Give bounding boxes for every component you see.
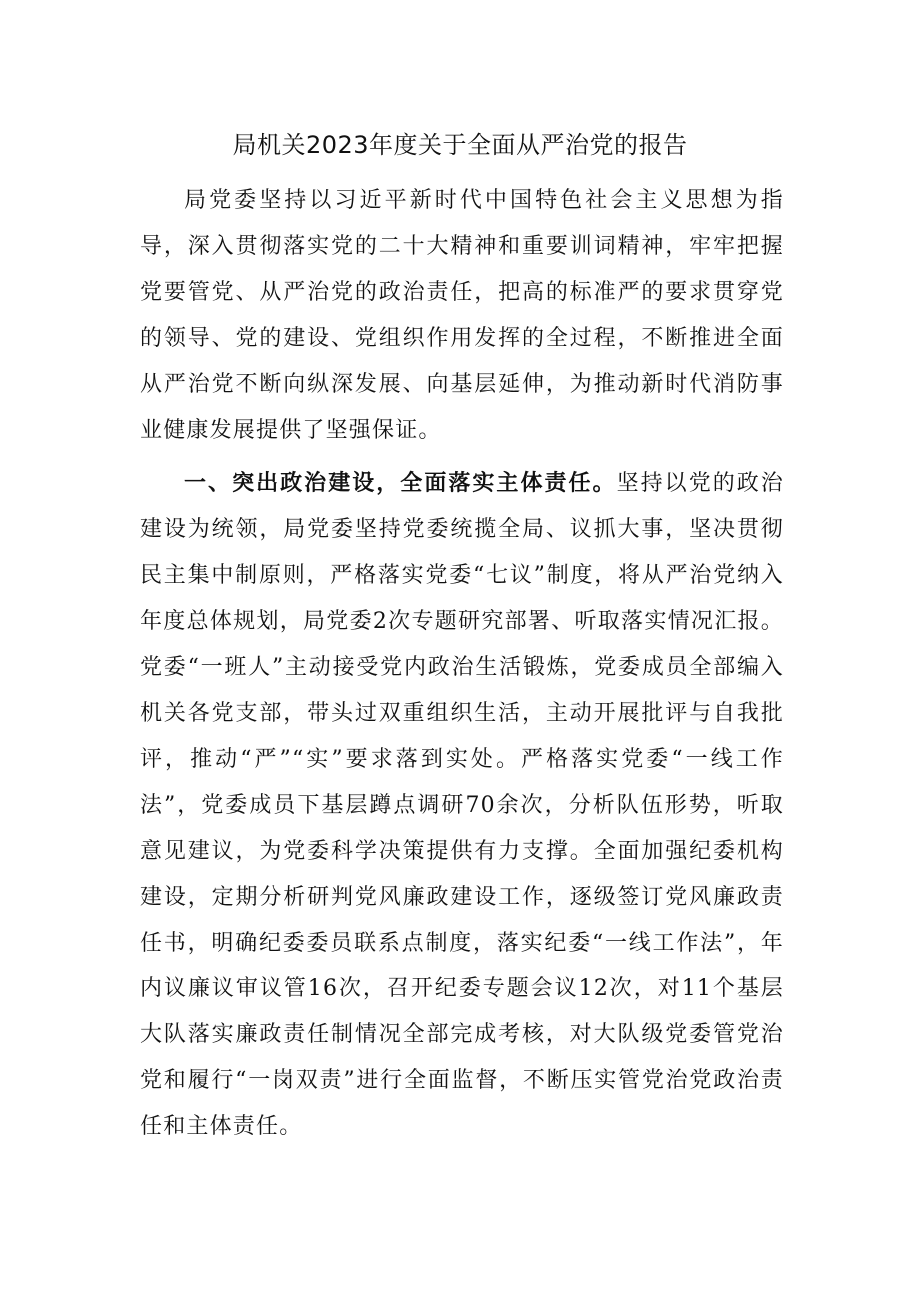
document-body [140,178,784,1150]
section-1-paragraph [140,461,784,1150]
section-1-heading: 一、突出政治建设，全面落实主体责任。 [184,470,617,497]
intro-paragraph-text: 局党委坚持以习近平新时代中国特色社会主义思想为指导，深入贯彻落实党的二十大精神和重要训词精神，牢牢把握党要管党、从严治党的政治责任，把高的标准严的要求贯穿党的领导、党的建设、党组织作用发挥的全过程，不断推进全面从严治党不断向纵深发展、向基层延伸，为推动新时代消防事业健康发展提供了坚强保证。 [140,188,784,443]
document-title: 局机关2023年度关于全面从严治党的报告 [232,131,688,159]
section-1-text: 坚持以党的政治建设为统领，局党委坚持党委统揽全局、议抓大事，坚决贯彻民主集中制原则，严格落实党委“七议”制度，将从严治党纳入年度总体规划，局党委2次专题研究部署、听取落实情况汇报。党委“一班人”主动接受党内政治生活锻炼，党委成员全部编入机关各党支部，带头过双重组织生活，主动开展批评与自我批评，推动“严”“实”要求落到实处。严格落实党委“一线工作法”，党委成员下基层蹲点调研70余次，分析队伍形势，听取意见建议，为党委科学决策提供有力支撑。全面加强纪委机构建设，定期分析研判党风廉政建设工作，逐级签订党风廉政责任书，明确纪委委员联系点制度，落实纪委“一线工作法”，年内议廉议审议管16次，召开纪委专题会议12次，对11个基层大队落实廉政责任制情况全部完成考核，对大队级党委管党治党和履行“一岗双责”进行全面监督，不断压实管党治党政治责任和主体责任。 [140,471,784,1140]
intro-paragraph [140,178,784,453]
